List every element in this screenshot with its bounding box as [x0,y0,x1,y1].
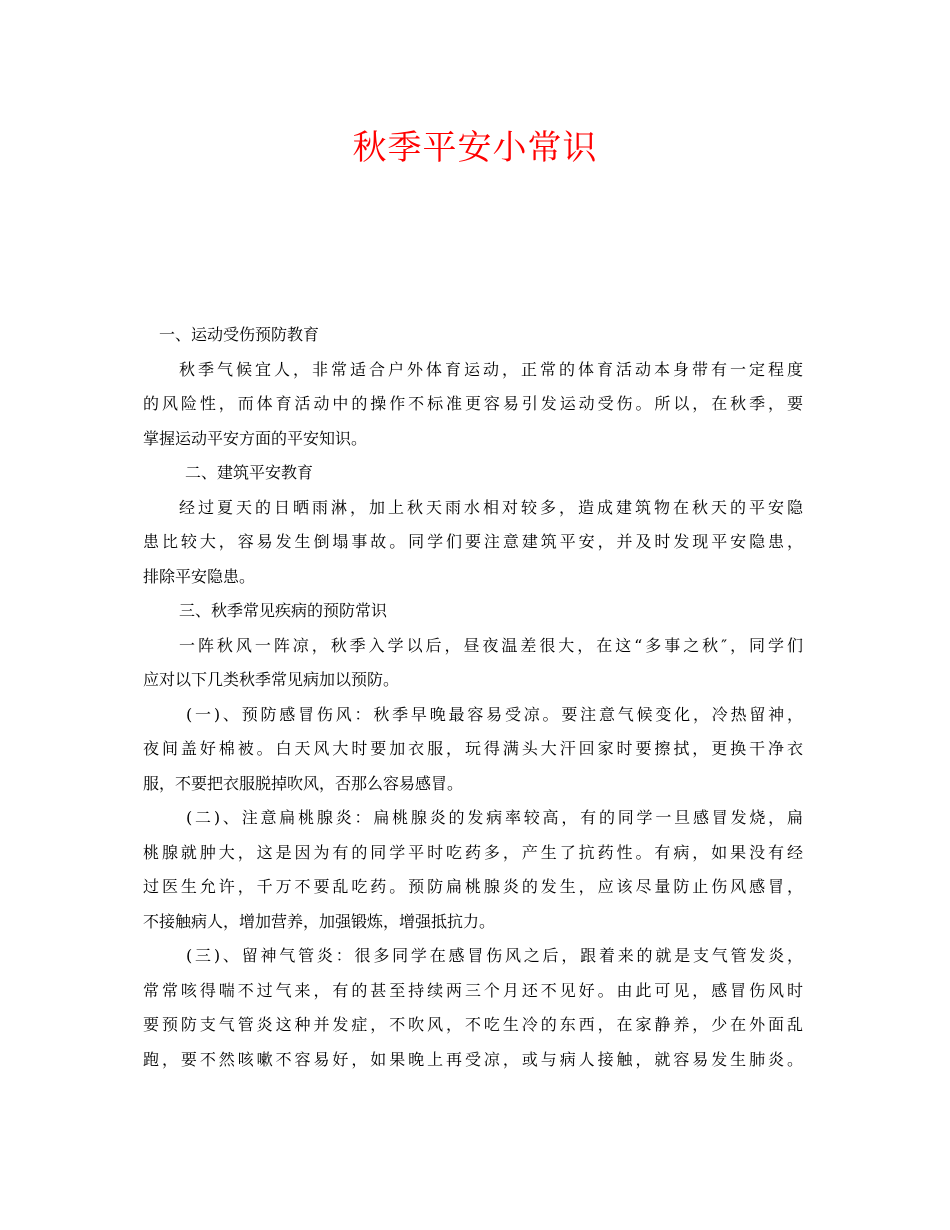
paragraph-line: 患比较大，容易发生倒塌事故。同学们要注意建筑平安，并及时发现平安隐患， [143,532,803,551]
section-heading-1: 一、运动受伤预防教育 [159,325,320,344]
paragraph-line: (三)、留神气管炎：很多同学在感冒伤风之后，跟着来的就是支气管发炎， [186,946,803,965]
section-1-paragraph [143,353,803,457]
paragraph-line: 服，不要把衣服脱掉吹风，否那么容易感冒。 [143,773,464,793]
paragraph-line: 经过夏天的日晒雨淋，加上秋天雨水相对较多，造成建筑物在秋天的平安隐 [179,497,803,517]
paragraph-line: 常常咳得喘不过气来，有的甚至持续两三个月还不见好。由此可见，感冒伤风时 [143,980,803,1000]
paragraph-line: 跑，要不然咳嗽不容易好，如果晚上再受凉，或与病人接触，就容易发生肺炎。 [143,1049,803,1069]
paragraph-line: (一)、预防感冒伤风：秋季早晚最容易受凉。要注意气候变化，冷热留神， [186,704,803,724]
paragraph-line: 不接触病人，增加营养，加强锻炼，增强抵抗力。 [143,911,496,931]
page-title: 秋季平安小常识 [352,128,598,168]
subsection-tonsillitis [143,801,803,939]
paragraph-line: 要预防支气管炎这种并发症，不吹风，不吃生冷的东西，在家静养，少在外面乱 [143,1015,803,1034]
paragraph-line: 秋季气候宜人，非常适合户外体育运动，正常的体育活动本身带有一定程度 [179,359,803,379]
paragraph-line: 一阵秋风一阵凉，秋季入学以后，昼夜温差很大，在这“多事之秋″，同学们 [179,635,803,655]
paragraph-line: (二)、注意扁桃腺炎：扁桃腺炎的发病率较高，有的同学一旦感冒发烧，扁 [186,808,803,827]
paragraph-line: 桃腺就肿大，这是因为有的同学平时吃药多，产生了抗药性。有病，如果没有经 [143,842,803,862]
paragraph-line: 夜间盖好棉被。白天风大时要加衣服，玩得满头大汗回家时要擦拭，更换干净衣 [143,739,803,758]
section-2-paragraph [143,491,803,595]
paragraph-line: 排除平安隐患。 [143,566,256,586]
subsection-cold-prevention [143,698,803,802]
paragraph-line: 应对以下几类秋季常见病加以预防。 [143,670,400,689]
paragraph-line: 过医生允许，千万不要乱吃药。预防扁桃腺炎的发生，应该尽量防止伤风感冒， [143,877,803,896]
section-heading-3: 三、秋季常见疾病的预防常识 [179,601,388,620]
paragraph-line: 的风险性，而体育活动中的操作不标准更容易引发运动受伤。所以，在秋季，要 [143,394,803,413]
paragraph-line: 掌握运动平安方面的平安知识。 [143,428,368,448]
subsection-bronchitis [143,939,803,1077]
section-3-intro-paragraph [143,629,803,698]
document-body [143,318,803,1077]
section-heading-2: 二、建筑平安教育 [185,463,314,482]
